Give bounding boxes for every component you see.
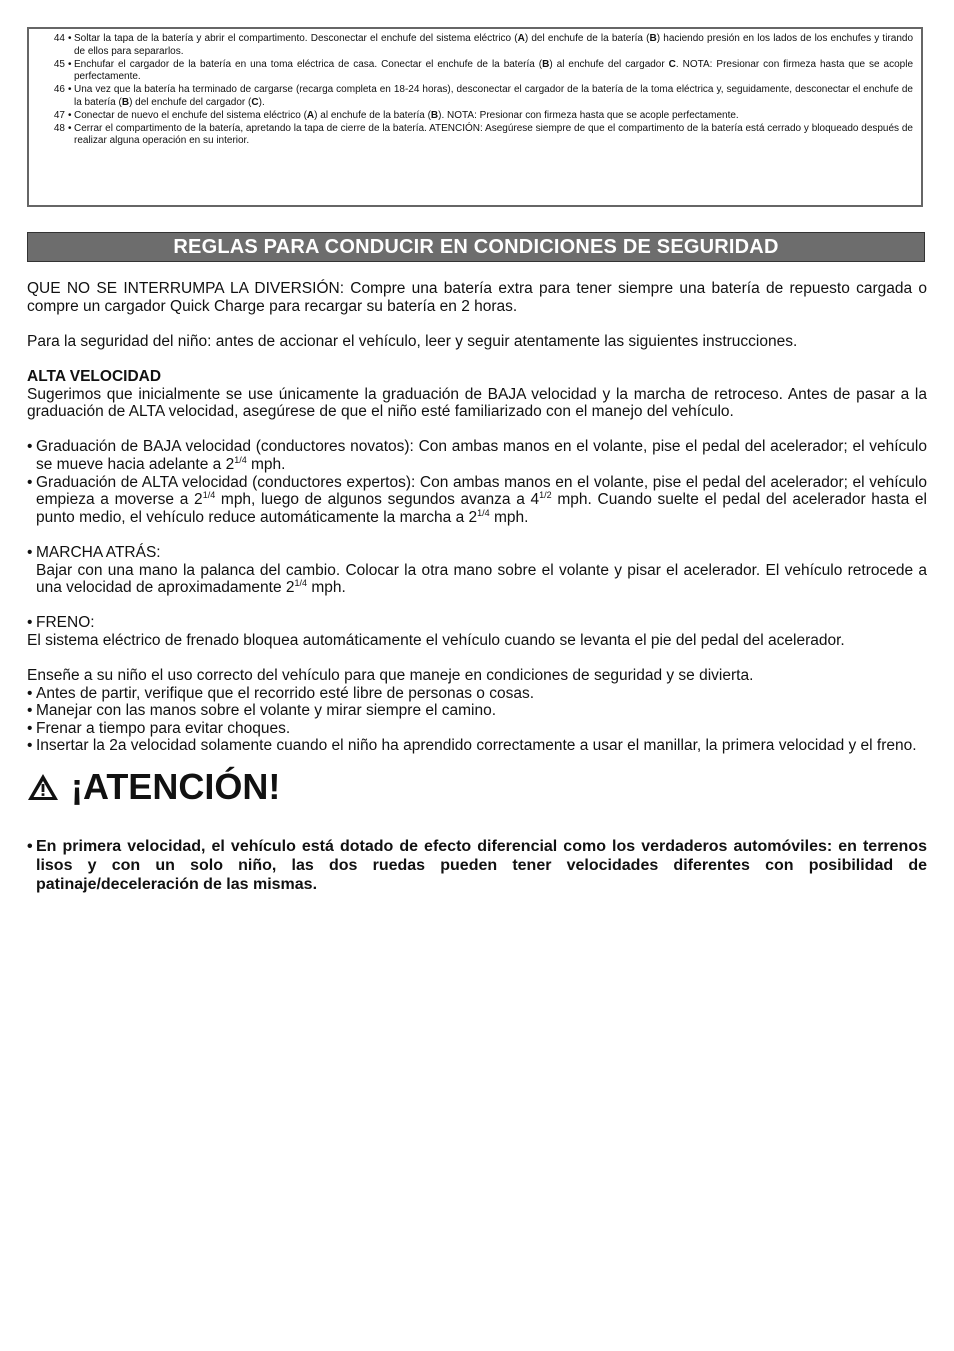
battery-steps-box xyxy=(27,27,923,207)
intro-paragraph: QUE NO SE INTERRUMPA LA DIVERSIÓN: Compre una batería extra para tener siempre una batería de repuesto cargada o compre un cargador Quick Charge para recargar su batería en 2 horas. xyxy=(27,280,927,315)
step-44: 44 • Soltar la tapa de la batería y abrir el compartimento. Desconectar el enchufe del sistema eléctrico (A) del enchufe de la batería (B) haciendo presión en los lados de los enchufes y tirando de ellos para separarlos. xyxy=(53,33,914,57)
tip-item: • Manejar con las manos sobre el volante y mirar siempre el camino. xyxy=(27,702,497,720)
safety-paragraph: Para la seguridad del niño: antes de accionar el vehículo, leer y seguir atentamente las siguientes instrucciones. xyxy=(27,332,798,350)
warning-title: ¡ATENCIÓN! xyxy=(71,766,281,808)
alta-velocidad-heading: ALTA VELOCIDAD xyxy=(27,367,162,385)
ensene-paragraph: Enseñe a su niño el uso correcto del vehículo para que maneje en condiciones de seguridad y se divierta. xyxy=(27,667,754,685)
alta-speed-item: • Graduación de ALTA velocidad (conductores expertos): Con ambas manos en el volante, pise el pedal del acelerador; el vehículo empieza a moverse a $2^{1/4}$ mph, luego de algunos segundos avanza a $4^{1/2}$ mph. Cuando suelte el pedal del acelerador hasta el punto medio, el vehículo reduce automáticamente la marcha a $2^{1/4}$ mph. xyxy=(27,473,927,526)
warning-heading xyxy=(27,767,927,807)
step-46: 46 • Una vez que la batería ha terminado de cargarse (recarga completa en 18-24 horas), desconectar el cargador de la batería de la toma eléctrica y, seguidamente, desconectar el enchufe de la batería (B) del enchufe del cargador (C). xyxy=(53,84,913,108)
freno-heading: • FRENO: xyxy=(27,614,95,632)
step-47: 47 • Conectar de nuevo el enchufe del sistema eléctrico (A) al enchufe de la batería (B). NOTA: Presionar con firmeza hasta que se acople perfectamente. xyxy=(53,109,739,121)
marcha-atras-text: Bajar con una mano la palanca del cambio. Colocar la otra mano sobre el volante y pisar el acelerador. El vehículo retrocede a una velocidad de aproximadamente $2^{1/4}$ mph. xyxy=(36,561,927,597)
freno-text: El sistema eléctrico de frenado bloquea automáticamente el vehículo cuando se levanta el pie del pedal del acelerador. xyxy=(27,631,845,649)
step-45: 45 • Enchufar el cargador de la batería en una toma eléctrica de casa. Conectar el enchufe de la batería (B) al enchufe del cargador C. NOTA: Presionar con firmeza hasta que se acople perfectamente. xyxy=(53,58,914,83)
tip-item: • Frenar a tiempo para evitar choques. xyxy=(27,719,291,737)
tip-item: • Insertar la 2a velocidad solamente cuando el niño ha aprendido correctamente a usar el manillar, la primera velocidad y el freno. xyxy=(27,737,917,755)
rules-body xyxy=(27,280,927,894)
marcha-atras-heading: • MARCHA ATRÁS: xyxy=(27,543,161,561)
baja-speed-item: • Graduación de BAJA velocidad (conductores novatos): Con ambas manos en el volante, pise el pedal del acelerador; el vehículo se mueve hacia adelante a $2^{1/4}$ mph. xyxy=(27,438,927,473)
warning-triangle-icon xyxy=(27,773,59,801)
tip-item: • Antes de partir, verifique que el recorrido esté libre de personas o cosas. xyxy=(27,684,534,702)
alta-velocidad-text: Sugerimos que inicialmente se use únicamente la graduación de BAJA velocidad y la marcha de retroceso. Antes de pasar a la graduación de ALTA velocidad, asegúrese de que el niño esté familiarizado con el manejo del vehículo. xyxy=(27,385,927,421)
warning-item: • En primera velocidad, el vehículo está dotado de efecto diferencial como los verdaderos automóviles: en terrenos lisos y con un solo niño, las dos ruedas pueden tener velocidades diferentes con posibilidad de patinaje/deceleración de las mismas. xyxy=(27,838,927,894)
step-48: 48 • Cerrar el compartimento de la batería, apretando la tapa de cierre de la batería. ATENCIÓN: Asegúrese siempre de que el compartimento de la batería está cerrado y bloqueado después de realizar alguna operación en su interior. xyxy=(53,122,913,147)
section-banner: REGLAS PARA CONDUCIR EN CONDICIONES DE SEGURIDAD xyxy=(27,232,925,262)
